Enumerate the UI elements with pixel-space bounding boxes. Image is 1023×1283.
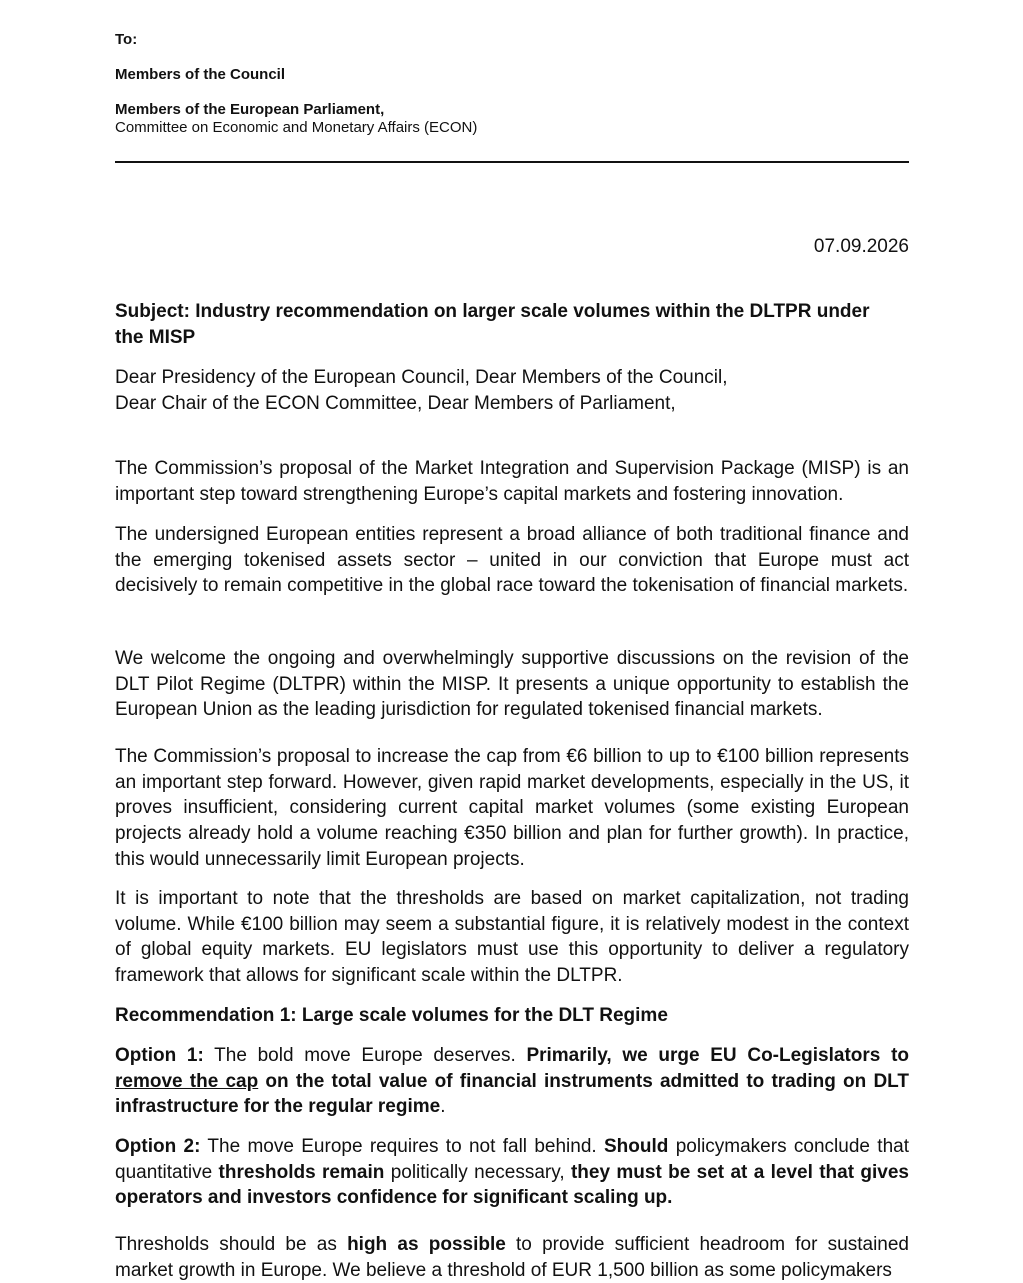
option-2-paragraph: [115, 1134, 909, 1211]
paragraph-alliance: The undersigned European entities represent a broad alliance of both traditional finance and the emerging tokenised assets sector – united in our conviction that Europe must act decisively to remain competitive in the global race toward the tokenisation of financial markets.: [115, 524, 909, 597]
thresholds-intro: Thresholds should be as: [115, 1234, 348, 1255]
option-2-label: Option 2:: [115, 1136, 201, 1157]
option-1-label: Option 1:: [115, 1045, 204, 1066]
option-2-confidence: they must be set at a level that gives operators and investors confidence for significant scaling up.: [115, 1161, 909, 1209]
option-2-intro: The move Europe requires to not fall behind.: [200, 1136, 604, 1157]
salutation-line-1: Dear Presidency of the European Council, Dear Members of the Council,: [115, 367, 728, 388]
recipient-council: Members of the Council: [115, 66, 286, 83]
subject-line-1: Subject: Industry recommendation on larger scale volumes within the DLTPR under: [115, 301, 870, 322]
option-2-conclude: policymakers conclude that quantitative: [115, 1136, 909, 1183]
subject-heading: [115, 299, 909, 350]
subject-line-2: the MISP: [115, 326, 196, 348]
option-2-thresholds-remain: thresholds remain: [218, 1161, 385, 1183]
salutation: [115, 365, 909, 416]
option-1-remove-cap: remove the cap: [115, 1070, 259, 1092]
recommendation-heading: Recommendation 1: Large scale volumes for the DLT Regime: [115, 1005, 668, 1026]
paragraph-dltpr-revision: We welcome the ongoing and overwhelmingly supportive discussions on the revision of the DLT Pilot Regime (DLTPR) within the MISP. It presents a unique opportunity to establish the European Union as the leading jurisdiction for regulated tokenised financial markets.: [115, 648, 909, 721]
recipient-european-parliament: Members of the European Parliament,: [115, 101, 385, 118]
option-1-scope: on the total value of financial instruments admitted to trading on DLT infrastructure for the regular regime: [115, 1070, 909, 1118]
salutation-line-2: Dear Chair of the ECON Committee, Dear Members of Parliament,: [115, 392, 676, 414]
option-2-necessary: politically necessary,: [384, 1161, 571, 1183]
header-divider: [115, 161, 909, 163]
recipient-econ-committee: Committee on Economic and Monetary Affairs (ECON): [115, 119, 478, 136]
thresholds-rest: to provide sufficient headroom for sustained market growth in Europe. We believe a threshold of EUR 1,500 billion as some policymakers: [115, 1234, 909, 1281]
to-label: To:: [115, 31, 138, 48]
paragraph-cap-increase: The Commission’s proposal to increase the cap from €6 billion to up to €100 billion represents an important step forward. However, given rapid market developments, especially in the US, it proves insufficient, considering current capital market volumes (some existing European projects already hold a volume reaching €350 billion and plan for further growth). In practice, this would unnecessarily limit European projects.: [115, 746, 909, 870]
option-1-paragraph: [115, 1043, 909, 1120]
paragraph-misp-proposal: The Commission’s proposal of the Market Integration and Supervision Package (MISP) is an important step toward strengthening Europe’s capital markets and fostering innovation.: [115, 458, 909, 505]
paragraph-thresholds-capitalization: It is important to note that the thresholds are based on market capitalization, not trading volume. While €100 billion may seem a substantial figure, it is relatively modest in the context of global equity markets. EU legislators must use this opportunity to deliver a regulatory framework that allows for significant scale within the DLTPR.: [115, 888, 909, 987]
option-1-intro: The bold move Europe deserves.: [203, 1045, 527, 1066]
option-2-should: Should: [604, 1136, 669, 1157]
letter-date: 07.09.2026: [813, 236, 909, 257]
option-1-period: .: [440, 1096, 446, 1118]
thresholds-paragraph: [115, 1232, 909, 1283]
option-1-urge: Primarily, we urge EU Co-Legislators to: [526, 1045, 909, 1066]
thresholds-high: high as possible: [347, 1234, 506, 1255]
